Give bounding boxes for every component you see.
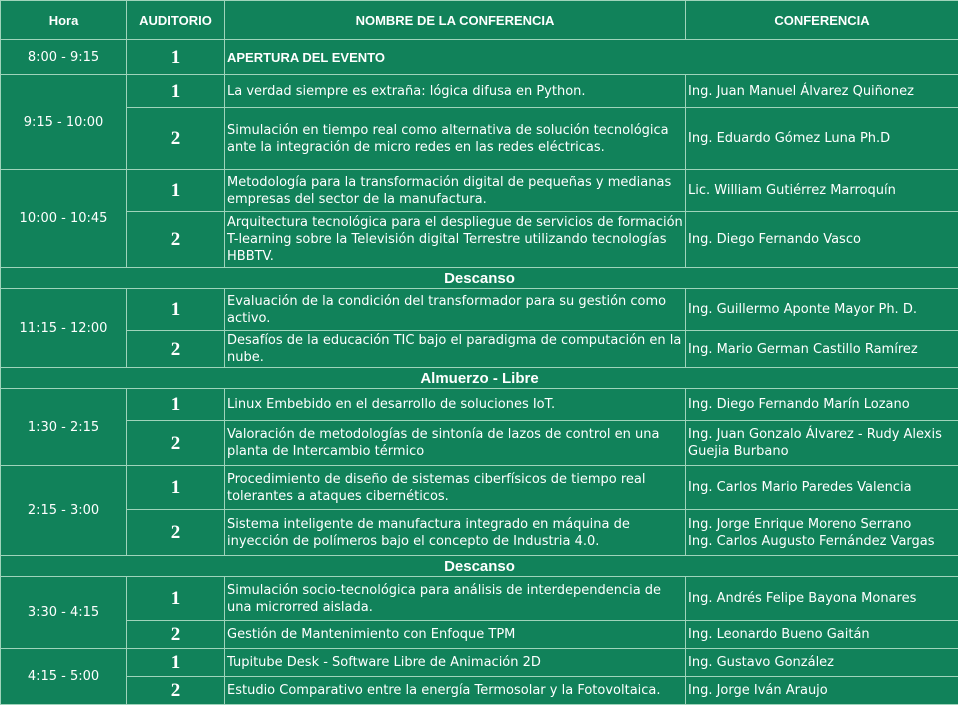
talk-title: Valoración de metodologías de sintonía de lazos de control en una planta de Intercambio térmico <box>225 421 686 466</box>
talk-title: Arquitectura tecnológica para el despliegue de servicios de formación T-learning sobre la Televisión digital Terrestre utilizando tecnologías HBBTV. <box>225 212 686 268</box>
auditorium-number: 2 <box>127 621 225 649</box>
header-nombre: NOMBRE DE LA CONFERENCIA <box>225 1 686 40</box>
table-row <box>1 289 958 331</box>
table-row <box>1 649 958 677</box>
speaker-name: Ing. Mario German Castillo Ramírez <box>686 331 958 368</box>
auditorium-number: 2 <box>127 212 225 268</box>
talk-title: Simulación socio-tecnológica para análisis de interdependencia de una microrred aislada. <box>225 577 686 621</box>
table-row <box>1 331 958 368</box>
break-label: Descanso <box>1 556 958 577</box>
break-label: Descanso <box>1 268 958 289</box>
break-label: Almuerzo - Libre <box>1 368 958 389</box>
table-row <box>1 212 958 268</box>
table-row <box>1 677 958 705</box>
table-row <box>1 170 958 212</box>
auditorium-number: 1 <box>127 649 225 677</box>
time-slot: 4:15 - 5:00 <box>1 649 127 705</box>
speaker-name: Ing. Andrés Felipe Bayona Monares <box>686 577 958 621</box>
speaker-name: Lic. William Gutiérrez Marroquín <box>686 170 958 212</box>
table-row <box>1 621 958 649</box>
table-row <box>1 421 958 466</box>
time-slot: 3:30 - 4:15 <box>1 577 127 649</box>
auditorium-number: 2 <box>127 510 225 556</box>
talk-title: Simulación en tiempo real como alternativa de solución tecnológica ante la integración de micro redes en las redes eléctricas. <box>225 108 686 170</box>
speaker-name: Ing. Guillermo Aponte Mayor Ph. D. <box>686 289 958 331</box>
speaker-name: Ing. Juan Gonzalo Álvarez - Rudy Alexis Guejia Burbano <box>686 421 958 466</box>
speaker-name: Ing. Eduardo Gómez Luna Ph.D <box>686 108 958 170</box>
auditorium-number: 1 <box>127 466 225 510</box>
time-slot: 11:15 - 12:00 <box>1 289 127 368</box>
talk-title: Metodología para la transformación digital de pequeñas y medianas empresas del sector de la manufactura. <box>225 170 686 212</box>
break-row <box>1 268 958 289</box>
header-conferencia: CONFERENCIA <box>686 1 958 40</box>
header-hora: Hora <box>1 1 127 40</box>
table-row <box>1 510 958 556</box>
break-row <box>1 368 958 389</box>
talk-title: Procedimiento de diseño de sistemas ciberfísicos de tiempo real tolerantes a ataques cibernéticos. <box>225 466 686 510</box>
table-row <box>1 75 958 108</box>
auditorium-number: 1 <box>127 75 225 108</box>
time-slot: 2:15 - 3:00 <box>1 466 127 556</box>
talk-title: Evaluación de la condición del transformador para su gestión como activo. <box>225 289 686 331</box>
auditorium-number: 1 <box>127 40 225 75</box>
table-row <box>1 40 958 75</box>
header-row <box>1 1 958 40</box>
auditorium-number: 2 <box>127 677 225 705</box>
table-row <box>1 466 958 510</box>
speaker-name: Ing. Jorge Iván Araujo <box>686 677 958 705</box>
talk-title: Sistema inteligente de manufactura integrado en máquina de inyección de polímeros bajo el concepto de Industria 4.0. <box>225 510 686 556</box>
speaker-name: Ing. Diego Fernando Marín Lozano <box>686 389 958 421</box>
auditorium-number: 2 <box>127 421 225 466</box>
speaker-name: Ing. Jorge Enrique Moreno Serrano <box>688 516 912 532</box>
auditorium-number: 1 <box>127 389 225 421</box>
speaker-name: Ing. Leonardo Bueno Gaitán <box>686 621 958 649</box>
auditorium-number: 2 <box>127 331 225 368</box>
talk-title: Gestión de Mantenimiento con Enfoque TPM <box>225 621 686 649</box>
auditorium-number: 1 <box>127 170 225 212</box>
table-row <box>1 108 958 170</box>
header-auditorio: AUDITORIO <box>127 1 225 40</box>
time-slot: 1:30 - 2:15 <box>1 389 127 466</box>
talk-title: La verdad siempre es extraña: lógica difusa en Python. <box>225 75 686 108</box>
table-row <box>1 577 958 621</box>
speaker-name: Ing. Carlos Mario Paredes Valencia <box>686 466 958 510</box>
break-row <box>1 556 958 577</box>
speaker-name: Ing. Diego Fernando Vasco <box>686 212 958 268</box>
auditorium-number: 1 <box>127 289 225 331</box>
speaker-name: Ing. Gustavo González <box>686 649 958 677</box>
speaker-names <box>686 510 958 556</box>
talk-title: Tupitube Desk - Software Libre de Animación 2D <box>225 649 686 677</box>
time-slot: 10:00 - 10:45 <box>1 170 127 268</box>
speaker-name-2: Ing. Carlos Augusto Fernández Vargas <box>688 533 935 549</box>
auditorium-number: 2 <box>127 108 225 170</box>
time-slot: 9:15 - 10:00 <box>1 75 127 170</box>
talk-title: Estudio Comparativo entre la energía Termosolar y la Fotovoltaica. <box>225 677 686 705</box>
talk-title: APERTURA DEL EVENTO <box>225 40 958 75</box>
table-row <box>1 389 958 421</box>
talk-title: Linux Embebido en el desarrollo de soluciones IoT. <box>225 389 686 421</box>
auditorium-number: 1 <box>127 577 225 621</box>
speaker-name: Ing. Juan Manuel Álvarez Quiñonez <box>686 75 958 108</box>
talk-title: Desafíos de la educación TIC bajo el paradigma de computación en la nube. <box>225 331 686 368</box>
time-slot: 8:00 - 9:15 <box>1 40 127 75</box>
